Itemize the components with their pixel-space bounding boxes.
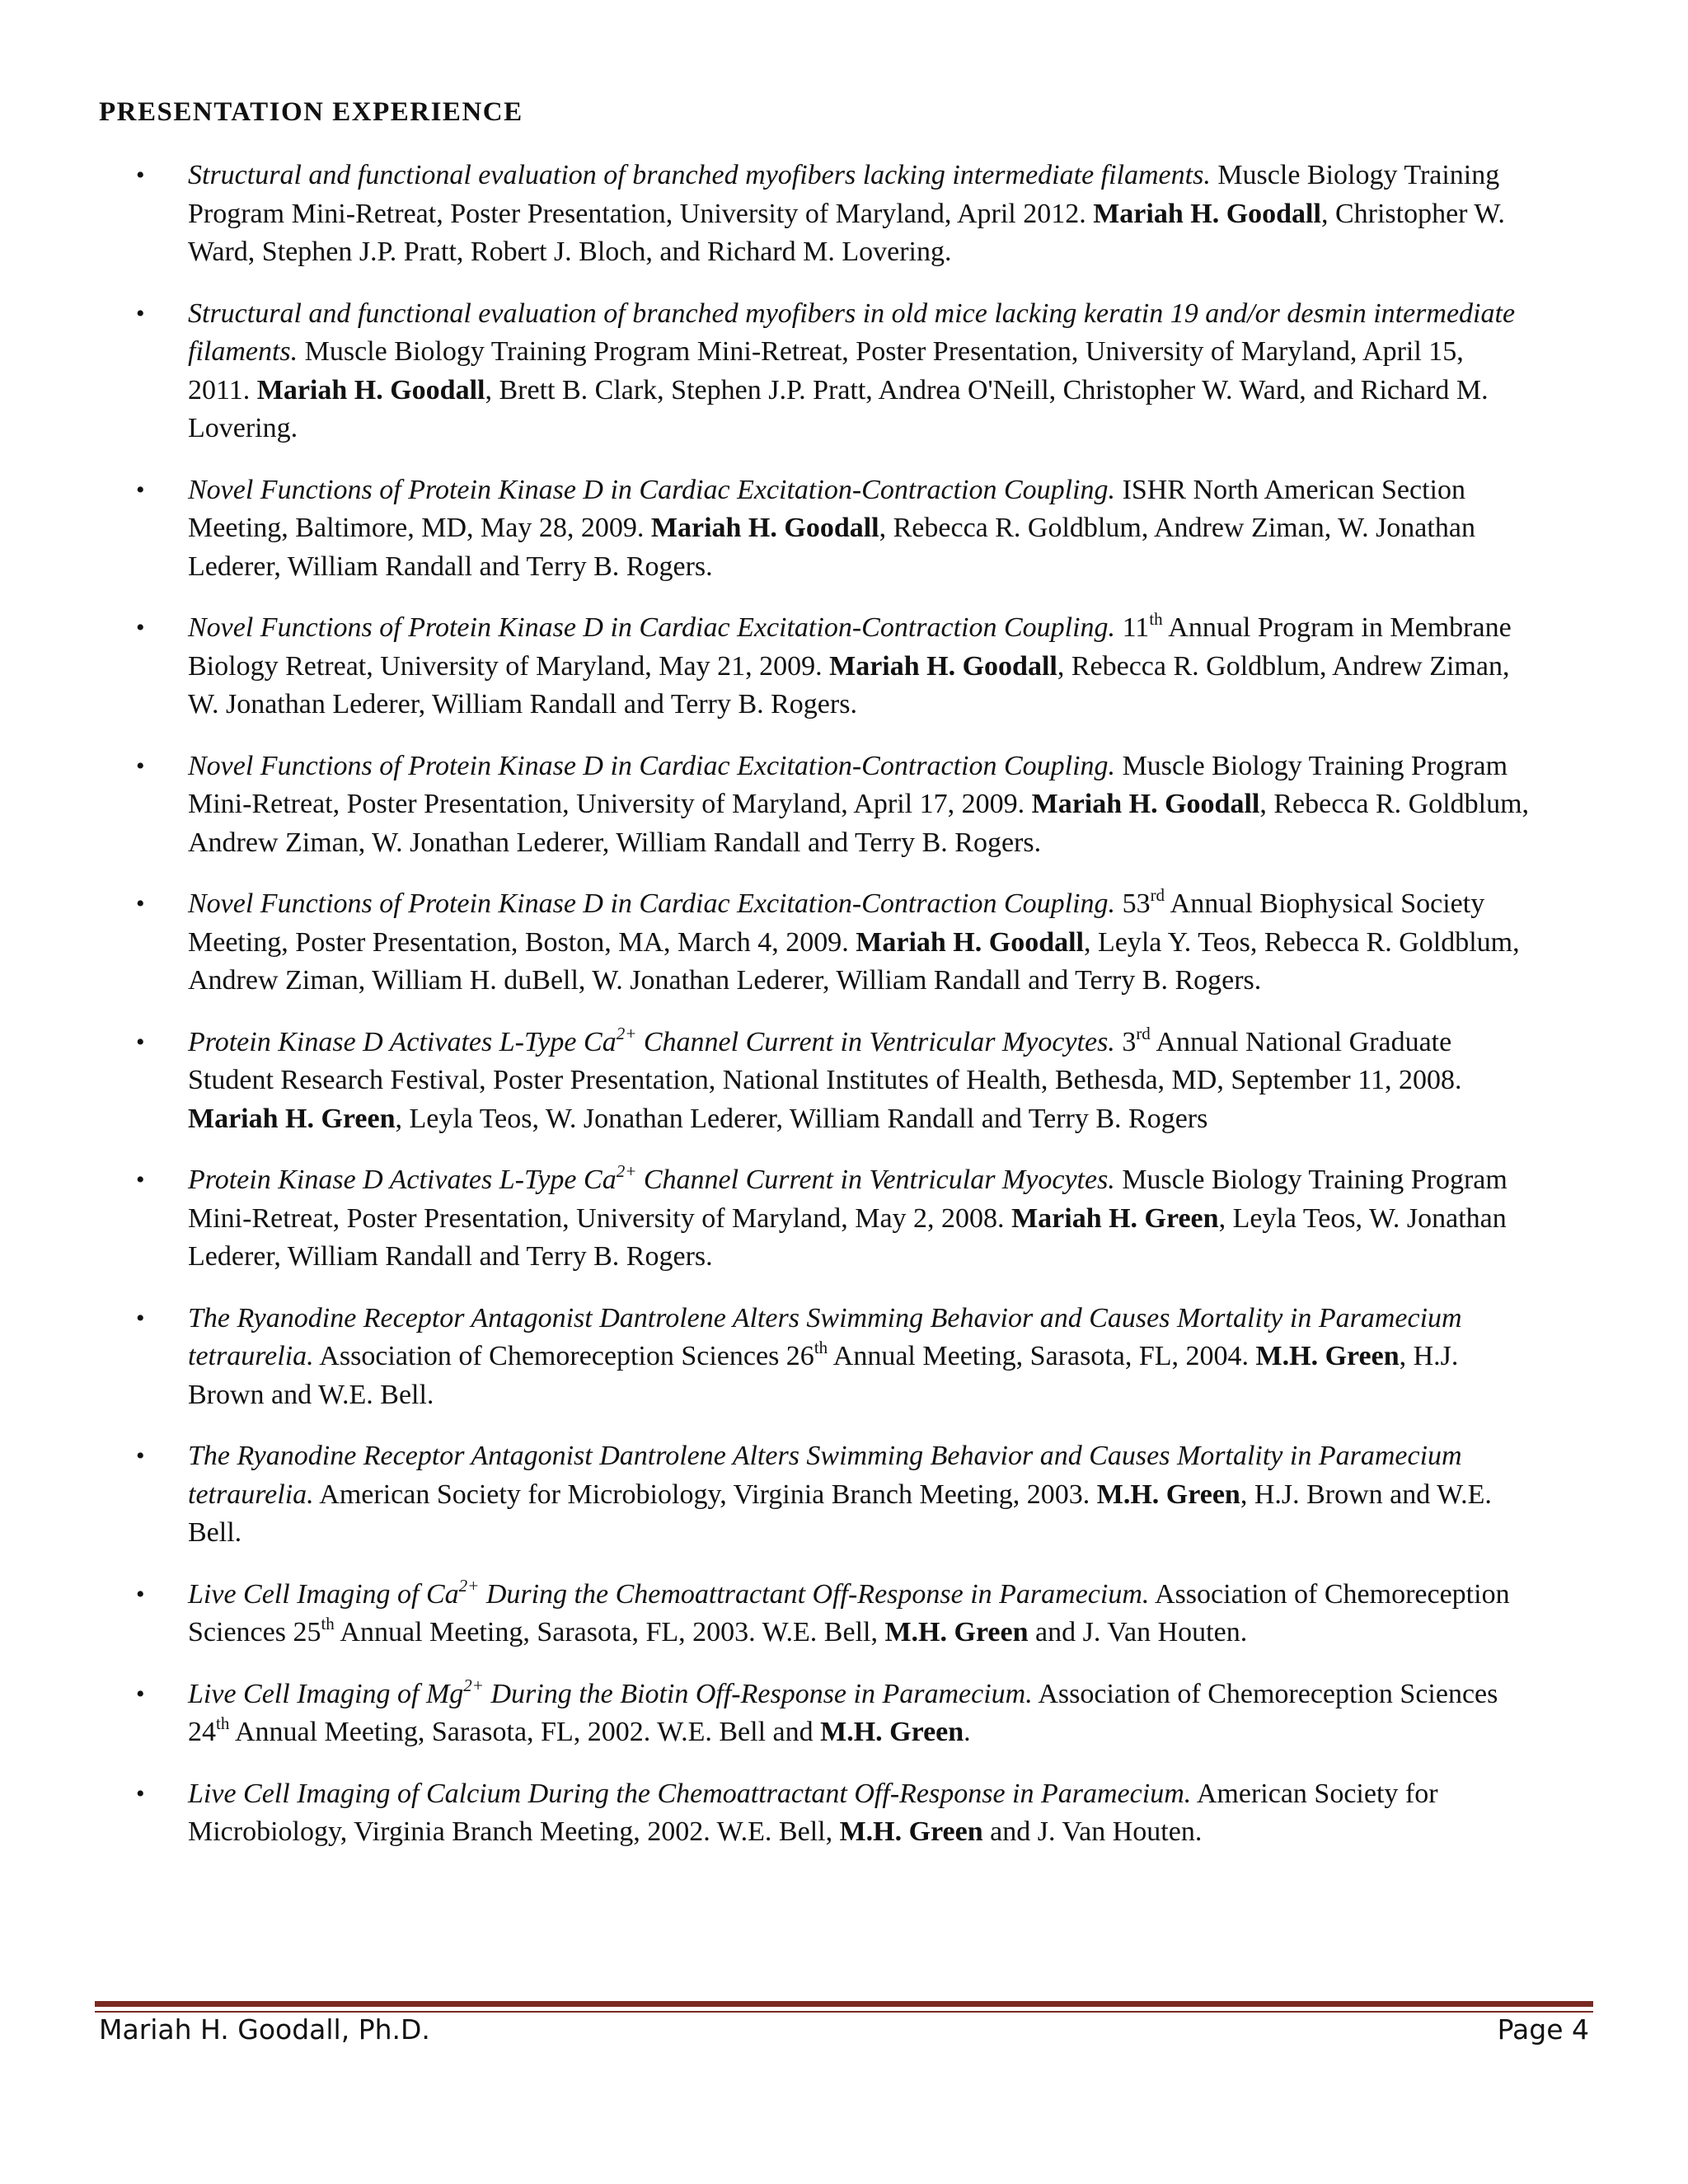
presentation-entry xyxy=(0,748,1688,863)
presentation-entry xyxy=(0,1024,1688,1139)
presentation-details: , Christopher W. Ward, Stephen J.P. Pratt, Robert J. Bloch, and Richard M. Lovering. xyxy=(188,198,1505,267)
presentation-details: Annual Meeting, Sarasota, FL, 2004. xyxy=(828,1341,1256,1371)
bullet-icon: • xyxy=(136,1779,145,1807)
presentation-details: Annual Meeting, Sarasota, FL, 2003. W.E. Bell, xyxy=(334,1617,885,1647)
bullet-icon: • xyxy=(136,1028,145,1056)
presentation-entry xyxy=(0,609,1688,724)
presentation-details: Muscle Biology Training Program Mini-Retreat, Poster Presentation, University of Maryland, April 2012. xyxy=(188,160,1500,229)
highlighted-author: Mariah H. Goodall xyxy=(829,650,1057,682)
presentation-details: ISHR North American Section Meeting, Baltimore, MD, May 28, 2009. xyxy=(188,474,1465,543)
presentation-details: Muscle Biology Training Program Mini-Retreat, Poster Presentation, University of Maryland, May 2, 2008. xyxy=(188,1165,1507,1234)
bullet-icon: • xyxy=(136,614,145,641)
ordinal-suffix: th xyxy=(1149,609,1163,629)
presentation-details: . xyxy=(964,1717,971,1747)
highlighted-author: M.H. Green xyxy=(1255,1341,1400,1371)
ordinal-suffix: th xyxy=(321,1614,335,1633)
ion-charge: 2+ xyxy=(458,1575,480,1596)
bullet-icon: • xyxy=(136,752,145,780)
presentation-title: Structural and functional evaluation of branched myofibers in old mice lacking keratin 19 and/or desmin intermediate filaments. xyxy=(188,298,1516,367)
footer-page-number: Page 4 xyxy=(1497,2013,1589,2046)
presentation-details: , Rebecca R. Goldblum, Andrew Ziman, W. Jonathan Lederer, William Randall and Terry B. Rogers. xyxy=(188,650,1510,719)
presentation-title: Live Cell Imaging of Ca xyxy=(188,1578,459,1610)
presentation-details: and J. Van Houten. xyxy=(982,1816,1203,1847)
presentation-title: During the Biotin Off-Response in Paramecium. xyxy=(483,1678,1033,1709)
presentation-details: , Leyla Teos, W. Jonathan Lederer, William Randall and Terry B. Rogers. xyxy=(188,1202,1507,1272)
highlighted-author: Mariah H. Goodall xyxy=(856,926,1084,958)
bullet-icon: • xyxy=(136,890,145,917)
ordinal-suffix: rd xyxy=(1136,1023,1151,1043)
presentation-entry xyxy=(0,1576,1688,1652)
highlighted-author: Mariah H. Goodall xyxy=(1093,198,1321,229)
presentation-details: 3 xyxy=(1114,1026,1137,1057)
bullet-icon: • xyxy=(136,476,145,504)
presentation-entry xyxy=(0,885,1688,1001)
presentation-title: Live Cell Imaging of Mg xyxy=(188,1678,464,1709)
highlighted-author: Mariah H. Goodall xyxy=(256,374,485,405)
presentation-details: Muscle Biology Training Program Mini-Retreat, Poster Presentation, University of Maryland, April 15, 2011. xyxy=(188,336,1464,405)
section-heading: PRESENTATION EXPERIENCE xyxy=(99,97,523,127)
bullet-icon: • xyxy=(136,299,145,327)
presentation-entry xyxy=(0,471,1688,587)
highlighted-author: Mariah H. Green xyxy=(188,1103,396,1134)
highlighted-author: M.H. Green xyxy=(839,1816,983,1847)
bullet-icon: • xyxy=(136,1680,145,1708)
footer-author-name: Mariah H. Goodall, Ph.D. xyxy=(99,2013,430,2046)
presentation-title: Channel Current in Ventricular Myocytes. xyxy=(636,1026,1115,1057)
highlighted-author: Mariah H. Goodall xyxy=(1031,789,1260,819)
presentation-details: , Leyla Teos, W. Jonathan Lederer, William Randall and Terry B. Rogers xyxy=(395,1103,1208,1134)
presentation-details: , Brett B. Clark, Stephen J.P. Pratt, Andrea O'Neill, Christopher W. Ward, and Richard M. Lovering. xyxy=(188,374,1489,443)
presentation-details: Association of Chemoreception Sciences 26 xyxy=(313,1341,814,1371)
presentation-title: Novel Functions of Protein Kinase D in Cardiac Excitation-Contraction Coupling. xyxy=(188,750,1116,781)
presentation-details: and J. Van Houten. xyxy=(1028,1617,1248,1647)
ion-charge: 2+ xyxy=(616,1023,637,1043)
presentation-list xyxy=(0,157,1688,1875)
bullet-icon: • xyxy=(136,1580,145,1608)
presentation-entry xyxy=(0,1775,1688,1852)
highlighted-author: M.H. Green xyxy=(820,1717,964,1747)
ordinal-suffix: th xyxy=(216,1713,230,1733)
highlighted-author: Mariah H. Goodall xyxy=(650,513,879,543)
presentation-details: Annual Program in Membrane Biology Retreat, University of Maryland, May 21, 2009. xyxy=(188,612,1512,682)
bullet-icon: • xyxy=(136,1304,145,1332)
presentation-title: Novel Functions of Protein Kinase D in Cardiac Excitation-Contraction Coupling. xyxy=(188,612,1116,643)
ordinal-suffix: rd xyxy=(1150,885,1165,905)
presentation-details: , Rebecca R. Goldblum, Andrew Ziman, W. Jonathan Lederer, William Randall and Terry B. Rogers. xyxy=(188,513,1475,582)
footer-rule xyxy=(95,2001,1593,2007)
presentation-details: , Leyla Y. Teos, Rebecca R. Goldblum, Andrew Ziman, William H. duBell, W. Jonathan Lederer, William Randall and Terry B. Rogers. xyxy=(188,926,1520,996)
presentation-details: Annual Meeting, Sarasota, FL, 2002. W.E. Bell and xyxy=(229,1717,821,1747)
presentation-title: Structural and functional evaluation of branched myofibers lacking intermediate filaments. xyxy=(188,160,1211,190)
presentation-entry xyxy=(0,157,1688,272)
presentation-title: Channel Current in Ventricular Myocytes. xyxy=(636,1165,1115,1195)
presentation-entry xyxy=(0,295,1688,448)
ion-charge: 2+ xyxy=(616,1161,637,1181)
presentation-details: , H.J. Brown and W.E. Bell. xyxy=(188,1341,1459,1410)
presentation-details: 53 xyxy=(1115,888,1151,919)
presentation-details: Association of Chemoreception Sciences 24 xyxy=(188,1678,1498,1747)
bullet-icon: • xyxy=(136,1166,145,1193)
highlighted-author: Mariah H. Green xyxy=(1011,1202,1219,1234)
ion-charge: 2+ xyxy=(463,1675,484,1695)
presentation-details: , Rebecca R. Goldblum, Andrew Ziman, W. Jonathan Lederer, William Randall and Terry B. Rogers. xyxy=(188,789,1530,858)
presentation-details: Annual National Graduate Student Research Festival, Poster Presentation, National Institutes of Health, Bethesda, MD, September 11, 2008. xyxy=(188,1026,1462,1095)
presentation-title: During the Chemoattractant Off-Response in Paramecium. xyxy=(479,1578,1150,1610)
presentation-title: The Ryanodine Receptor Antagonist Dantrolene Alters Swimming Behavior and Causes Mortality in Paramecium tetraurelia. xyxy=(188,1302,1462,1371)
bullet-icon: • xyxy=(136,162,145,189)
presentation-details: American Society for Microbiology, Virginia Branch Meeting, 2003. xyxy=(313,1479,1097,1510)
presentation-entry xyxy=(0,1437,1688,1553)
presentation-title: Protein Kinase D Activates L-Type Ca xyxy=(188,1026,617,1057)
presentation-details: Association of Chemoreception Sciences 25 xyxy=(188,1578,1510,1647)
presentation-details: Annual Biophysical Society Meeting, Poster Presentation, Boston, MA, March 4, 2009. xyxy=(188,888,1485,958)
presentation-details: , H.J. Brown and W.E. Bell. xyxy=(188,1479,1492,1548)
bullet-icon: • xyxy=(136,1442,145,1469)
presentation-title: The Ryanodine Receptor Antagonist Dantrolene Alters Swimming Behavior and Causes Mortality in Paramecium tetraurelia. xyxy=(188,1441,1462,1510)
presentation-title: Novel Functions of Protein Kinase D in Cardiac Excitation-Contraction Coupling. xyxy=(188,888,1116,919)
presentation-title: Live Cell Imaging of Calcium During the Chemoattractant Off-Response in Paramecium. xyxy=(188,1778,1192,1809)
highlighted-author: M.H. Green xyxy=(884,1617,1029,1647)
presentation-details: Muscle Biology Training Program Mini-Retreat, Poster Presentation, University of Maryland, April 17, 2009. xyxy=(188,750,1508,819)
ordinal-suffix: th xyxy=(814,1338,828,1357)
presentation-details: 11 xyxy=(1115,612,1150,643)
highlighted-author: M.H. Green xyxy=(1096,1479,1240,1510)
presentation-details: American Society for Microbiology, Virginia Branch Meeting, 2002. W.E. Bell, xyxy=(188,1778,1438,1847)
presentation-title: Novel Functions of Protein Kinase D in Cardiac Excitation-Contraction Coupling. xyxy=(188,474,1116,505)
presentation-entry xyxy=(0,1161,1688,1277)
presentation-entry xyxy=(0,1300,1688,1415)
presentation-entry xyxy=(0,1675,1688,1752)
presentation-title: Protein Kinase D Activates L-Type Ca xyxy=(188,1165,617,1195)
